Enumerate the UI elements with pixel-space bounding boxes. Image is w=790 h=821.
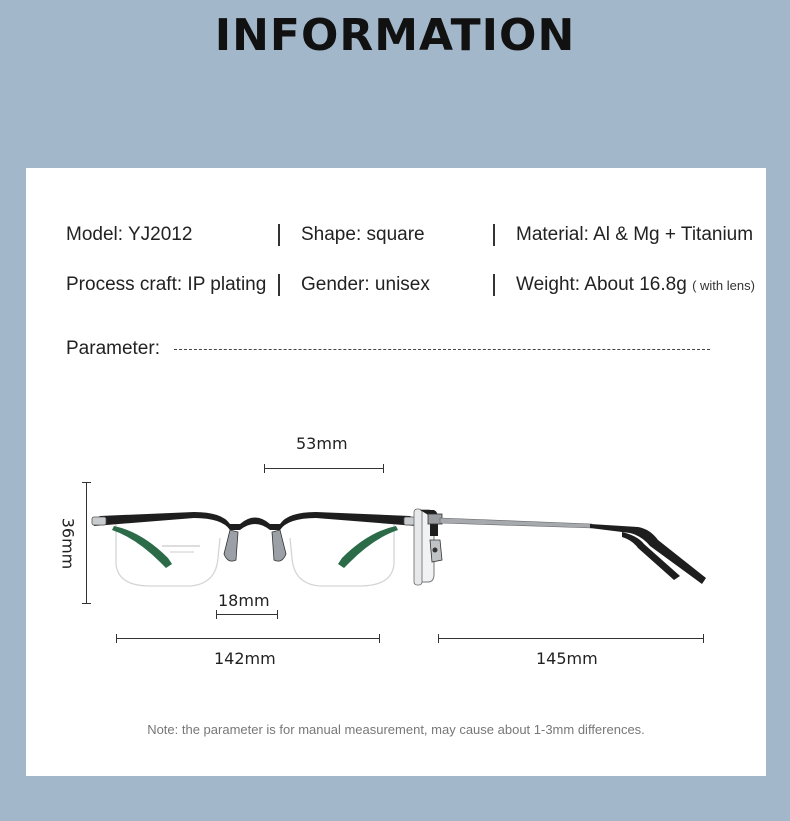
spec-weight-note: ( with lens) xyxy=(692,278,755,293)
dim-frame-width-label: 142mm xyxy=(214,649,276,668)
dim-lens-height-label: 36mm xyxy=(58,517,78,570)
page-title: INFORMATION xyxy=(214,10,576,61)
spec-divider xyxy=(493,224,495,246)
dim-bridge-label: 18mm xyxy=(218,591,270,610)
spec-gender: Gender: unisex xyxy=(301,274,430,295)
spec-material: Material: Al & Mg + Titanium xyxy=(516,224,754,245)
spec-divider xyxy=(278,224,280,246)
dim-lens-width-line xyxy=(264,468,384,469)
spec-process: Process craft: IP plating xyxy=(66,274,267,295)
glasses-front-view-image xyxy=(90,498,420,594)
spec-model: Model: YJ2012 xyxy=(66,224,193,245)
measurement-note: Note: the parameter is for manual measurement, may cause about 1-3mm differences. xyxy=(147,722,645,737)
dim-lens-width-label: 53mm xyxy=(296,434,348,453)
spec-weight xyxy=(516,274,755,296)
parameter-label: Parameter: xyxy=(66,338,160,359)
dim-temple-length-line xyxy=(438,638,704,639)
dim-temple-length-label: 145mm xyxy=(536,649,598,668)
spec-divider xyxy=(278,274,280,296)
glasses-side-view-image xyxy=(412,506,712,590)
dim-bridge-line xyxy=(216,614,278,615)
parameter-dashed-line xyxy=(174,349,710,350)
spec-shape: Shape: square xyxy=(301,224,425,245)
spec-divider xyxy=(493,274,495,296)
info-card xyxy=(26,168,766,776)
dim-frame-width-line xyxy=(116,638,380,639)
dim-lens-height-line xyxy=(86,482,87,604)
spec-weight-value: Weight: About 16.8g xyxy=(516,274,687,295)
